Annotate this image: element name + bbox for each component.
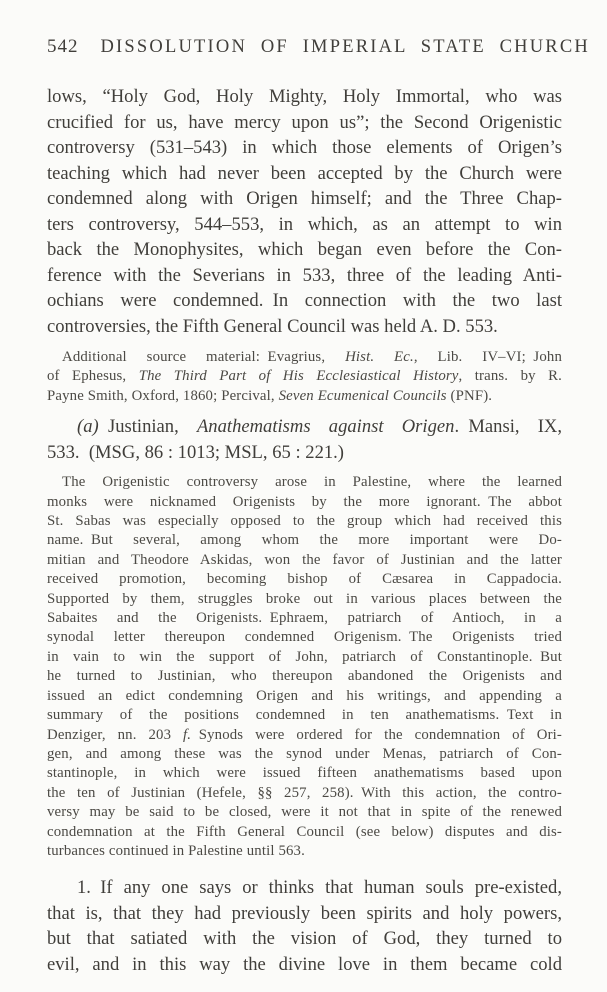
text-line: [47, 590, 562, 609]
running-title: DISSOLUTION OF IMPERIAL STATE CHURCH: [100, 37, 590, 57]
text-line: [47, 784, 562, 803]
text-run: controversy (531–543) in which those elements of Origen’s: [47, 137, 562, 158]
text-run: mitian and Theodore Askidas, won the favor of Justinian and the latter: [47, 551, 562, 568]
text-line: [47, 667, 562, 686]
text-run: received promotion, becoming bishop of Cæsarea in Cappadocia.: [47, 571, 562, 588]
text-run: teaching which had never been accepted by the Church were: [47, 162, 562, 184]
text-run: . Mansi, IX,: [454, 416, 562, 438]
text-run: Justinian,: [98, 416, 197, 438]
text-run: ference with the Severians in 533, three of the leading Anti-: [47, 264, 562, 286]
text-run: he turned to Justinian, who thereupon abandoned the Origenists and: [47, 668, 562, 685]
text-line: [47, 512, 562, 531]
text-line: [47, 387, 562, 406]
text-run: , Lib. IV–VI; John: [413, 349, 562, 365]
text-run: synodal letter thereupon condemned Origenism. The Origenists tried: [47, 629, 562, 646]
text-run: summary of the positions condemned in ten anathematisms. Text in: [47, 707, 562, 724]
text-run: Denziger, nn. 203: [47, 726, 184, 743]
paragraph-section-heading: [47, 414, 562, 465]
italic-text-run: Hist. Ec.: [345, 349, 414, 365]
text-run: Payne Smith, Oxford, 1860; Percival,: [47, 387, 279, 404]
text-run: lows, “Holy God, Holy Mighty, Holy Immortal, who was: [47, 86, 562, 107]
italic-text-run: (a): [77, 416, 99, 438]
text-line: [47, 842, 562, 861]
text-line: [47, 348, 562, 367]
page-number: 542: [47, 36, 79, 57]
text-run: ters controversy, 544–553, in which, as an attempt to win: [47, 213, 562, 235]
text-line: [47, 493, 562, 512]
text-run: condemned along with Origen himself; and the Three Chap-: [47, 188, 562, 209]
text-line: [47, 648, 562, 667]
text-run: Synods were ordered for the condemnation of Ori-: [191, 726, 562, 743]
italic-text-run: Seven Ecumenical Councils: [278, 387, 447, 404]
text-line: [47, 745, 562, 764]
text-line: [47, 609, 562, 628]
text-line: [47, 570, 562, 589]
running-head: [47, 36, 590, 58]
text-line: [47, 135, 562, 161]
text-line: [47, 926, 562, 952]
text-run: St. Sabas was especially opposed to the group which had received this: [47, 513, 562, 530]
italic-text-run: Anathematisms against Origen: [196, 416, 455, 438]
text-line: [47, 803, 562, 822]
text-run: name. But several, among whom the more important were Do-: [47, 532, 562, 549]
paragraph-commentary-paragraph: [47, 473, 562, 861]
text-run: (PNF).: [446, 387, 493, 404]
italic-text-run: f.: [183, 726, 192, 743]
paragraph-anathematism-1: [47, 875, 562, 977]
text-line: [47, 414, 562, 440]
text-line: [47, 823, 562, 842]
text-line: [47, 901, 562, 927]
text-run: Supported by them, struggles broke out in various places between the: [47, 590, 562, 607]
text-run: turbances continued in Palestine until 563.: [47, 842, 305, 859]
text-line: [47, 764, 562, 783]
text-line: [47, 84, 562, 110]
text-line: [47, 161, 562, 187]
text-line: [47, 263, 562, 289]
text-line: [47, 706, 562, 725]
text-line: [47, 110, 562, 136]
text-run: stantinople, in which were issued fifteen anathematisms based upon: [47, 765, 562, 782]
text-line: [47, 875, 562, 901]
text-run: controversies, the Fifth General Council was held A. D. 553.: [47, 315, 498, 337]
text-line: [47, 212, 562, 238]
text-run: in vain to win the support of John, patriarch of Constantinople. But: [47, 648, 562, 665]
text-run: but that satiated with the vision of God, they turned to: [47, 928, 562, 950]
text-run: monks were nicknamed Origenists by the more ignorant. The abbot: [47, 493, 562, 510]
text-run: gen, and among these was the synod under Menas, patriarch of Con-: [47, 745, 562, 762]
text-line: [47, 367, 562, 386]
text-line: [47, 473, 562, 492]
text-run: 533. (MSG, 86 : 1013; MSL, 65 : 221.): [47, 441, 345, 463]
text-line: [47, 314, 562, 340]
text-line: [47, 440, 562, 466]
text-run: the ten of Justinian (Hefele, §§ 257, 258). With this action, the contro-: [47, 784, 562, 801]
text-line: [47, 288, 562, 314]
text-run: evil, and in this way the divine love in them became cold: [47, 953, 562, 975]
text-run: condemnation at the Fifth General Council (see below) disputes and dis-: [47, 823, 562, 840]
italic-text-run: The Third Part of His Ecclesiastical History: [138, 368, 459, 385]
text-run: versy may be said to be closed, were it not that in spite of the renewed: [47, 804, 562, 821]
text-run: Additional source material: Evagrius,: [62, 349, 346, 365]
content: [47, 84, 562, 977]
text-run: ochians were condemned. In connection with the two last: [47, 290, 562, 311]
text-run: Sabaites and the Origenists. Ephraem, patriarch of Antioch, in a: [47, 610, 562, 627]
paragraph-source-material-note: [47, 348, 562, 406]
text-run: 1. If any one says or thinks that human souls pre-existed,: [77, 877, 562, 899]
text-run: The Origenistic controversy arose in Palestine, where the learned: [62, 474, 562, 491]
text-run: crucified for us, have mercy upon us”; the Second Origenistic: [47, 111, 562, 133]
text-line: [47, 726, 562, 745]
text-line: [47, 186, 562, 212]
text-run: issued an edict condemning Origen and his writings, and appending a: [47, 687, 562, 704]
text-line: [47, 237, 562, 263]
text-run: of Ephesus,: [47, 368, 139, 385]
paragraph-continuation-paragraph: [47, 84, 562, 339]
text-line: [47, 952, 562, 978]
text-run: , trans. by R.: [458, 368, 562, 385]
text-line: [47, 628, 562, 647]
text-line: [47, 687, 562, 706]
text-line: [47, 551, 562, 570]
text-run: that is, that they had previously been spirits and holy powers,: [47, 902, 562, 924]
text-run: back the Monophysites, which began even before the Con-: [47, 239, 562, 260]
text-line: [47, 531, 562, 550]
